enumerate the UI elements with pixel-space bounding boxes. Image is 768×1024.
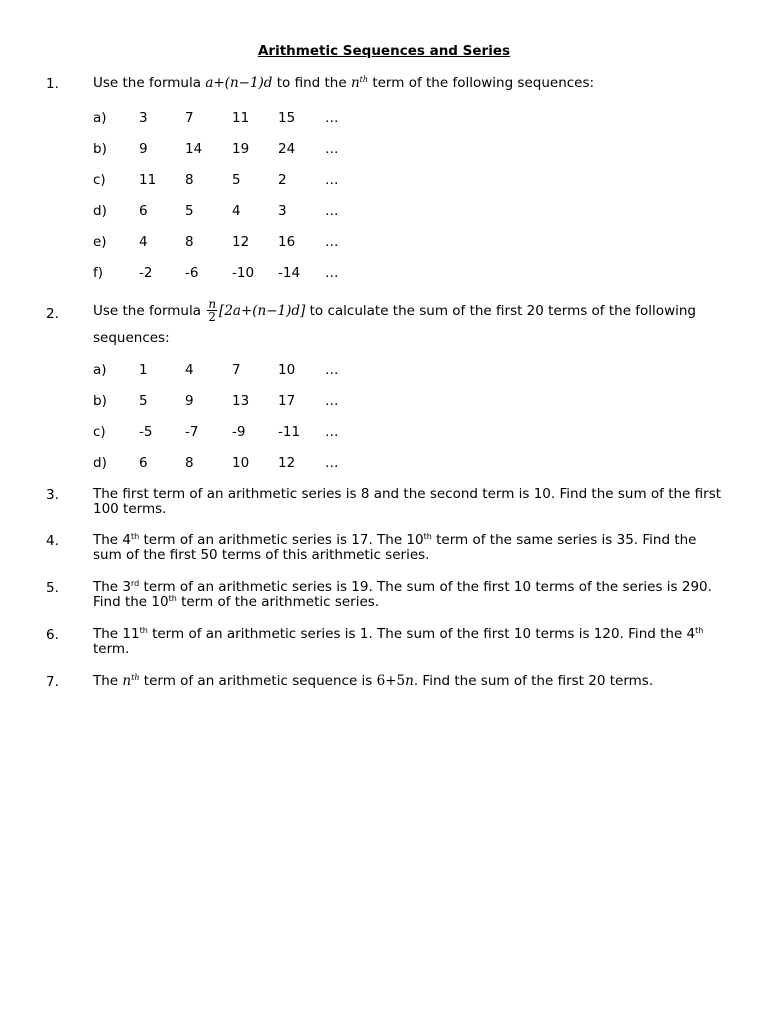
page-title: Arithmetic Sequences and Series	[257, 43, 511, 59]
term: 3	[278, 203, 287, 219]
question-number: 6.	[46, 627, 59, 643]
term: 12	[278, 455, 296, 471]
term: 8	[185, 172, 194, 188]
ellipsis: …	[325, 455, 339, 471]
term: 12	[232, 234, 250, 250]
sequence-row	[0, 172, 768, 188]
term: 2	[278, 172, 287, 188]
term: 7	[185, 110, 194, 126]
row-label: d)	[93, 455, 107, 471]
term: 6	[139, 203, 148, 219]
sequence-row	[0, 265, 768, 281]
question-number: 1.	[46, 76, 59, 92]
sequence-row	[0, 393, 768, 409]
question-text: The 11th term of an arithmetic series is 1. The sum of the first 10 terms is 120. Find the 4th term.	[93, 626, 704, 657]
term: -7	[185, 424, 199, 440]
question-text: Use the formula a+(n−1)d to find the $n^{th}$ term of the following sequences:	[93, 75, 595, 91]
sequence-row	[0, 234, 768, 250]
row-label: a)	[93, 110, 107, 126]
ellipsis: …	[325, 393, 339, 409]
term: 19	[232, 141, 250, 157]
question-text: The first term of an arithmetic series is 8 and the second term is 10. Find the sum of the first 100 terms.	[93, 486, 722, 517]
term: 17	[278, 393, 296, 409]
term: -6	[185, 265, 199, 281]
ellipsis: …	[325, 203, 339, 219]
term: 8	[185, 455, 194, 471]
row-label: b)	[93, 393, 107, 409]
term: 11	[139, 172, 157, 188]
question-text: The $n^{th}$ term of an arithmetic sequence is 6+5n. Find the sum of the first 20 terms.	[93, 673, 654, 689]
question-number: 2.	[46, 306, 59, 322]
sequence-row	[0, 110, 768, 126]
term: 4	[232, 203, 241, 219]
question-number: 7.	[46, 674, 59, 690]
term: 24	[278, 141, 296, 157]
term: 5	[232, 172, 241, 188]
question-text: Use the formula $\frac{n}{2}$ [2a+(n−1)d] to calculate the sum of the first 20 terms of the following	[93, 297, 696, 324]
ellipsis: …	[325, 141, 339, 157]
term: 10	[232, 455, 250, 471]
formula-nth-term: a+(n−1)d	[205, 75, 273, 91]
term: -11	[278, 424, 301, 440]
term: 5	[185, 203, 194, 219]
term: 4	[139, 234, 148, 250]
term: -10	[232, 265, 255, 281]
ellipsis: …	[325, 172, 339, 188]
question-number: 4.	[46, 533, 59, 549]
term: 9	[185, 393, 194, 409]
formula-sum: [2a+(n−1)d]	[219, 303, 306, 319]
term: 1	[139, 362, 148, 378]
question-text-continued: sequences:	[93, 330, 170, 346]
term: 6	[139, 455, 148, 471]
row-label: f)	[93, 265, 104, 281]
ellipsis: …	[325, 110, 339, 126]
row-label: b)	[93, 141, 107, 157]
formula-nth-term: 6+5	[376, 673, 406, 689]
term: -5	[139, 424, 153, 440]
term: 10	[278, 362, 296, 378]
row-label: a)	[93, 362, 107, 378]
row-label: e)	[93, 234, 107, 250]
ellipsis: …	[325, 234, 339, 250]
row-label: d)	[93, 203, 107, 219]
row-label: c)	[93, 424, 106, 440]
sequence-row	[0, 203, 768, 219]
sequence-row	[0, 424, 768, 440]
row-label: c)	[93, 172, 106, 188]
term: -9	[232, 424, 246, 440]
question-text: The 4th term of an arithmetic series is 17. The 10th term of the same series is 35. Find the sum of the first 50 terms of this arithmetic series.	[93, 532, 697, 563]
term: 8	[185, 234, 194, 250]
sequence-row	[0, 141, 768, 157]
sequence-row	[0, 455, 768, 471]
term: -14	[278, 265, 301, 281]
term: 3	[139, 110, 148, 126]
question-text: The 3rd term of an arithmetic series is 19. The sum of the first 10 terms of the series is 290. Find the 10th term of the arithmetic series.	[93, 579, 712, 610]
term: 13	[232, 393, 250, 409]
formula-fraction: $\frac{n}{2}$	[208, 297, 217, 324]
term: 7	[232, 362, 241, 378]
term: 16	[278, 234, 296, 250]
sequence-row	[0, 362, 768, 378]
question-number: 3.	[46, 487, 59, 503]
term: 11	[232, 110, 250, 126]
question-number: 5.	[46, 580, 59, 596]
term: 15	[278, 110, 296, 126]
term: 9	[139, 141, 148, 157]
term: -2	[139, 265, 153, 281]
term: 4	[185, 362, 194, 378]
term: 14	[185, 141, 203, 157]
term: 5	[139, 393, 148, 409]
ellipsis: …	[325, 265, 339, 281]
ellipsis: …	[325, 362, 339, 378]
ellipsis: …	[325, 424, 339, 440]
